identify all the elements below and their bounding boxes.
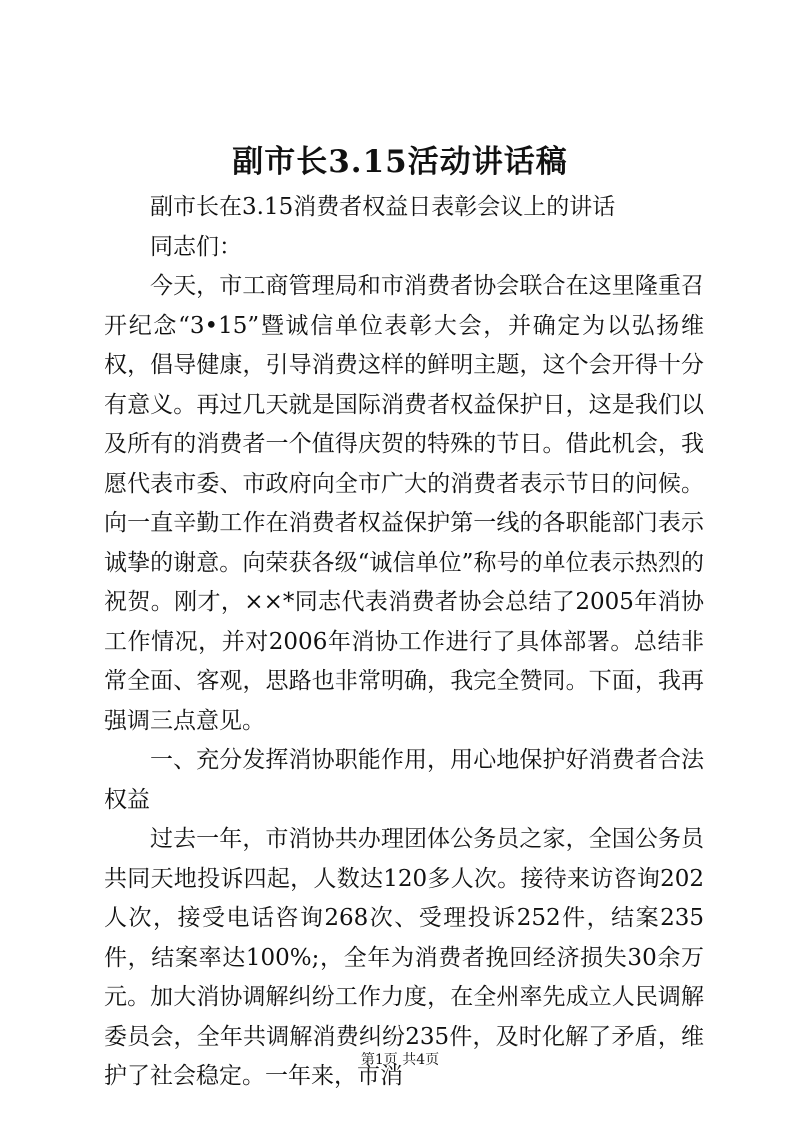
body-paragraph: 过去一年，市消协共办理团体公务员之家，全国公务员共同天地投诉四起，人数达120多人次。接待来访咨询202人次，接受电话咨询268次、受理投诉252件，结案235件，结案率达100%;，全年为消费者挽回经济损失30余万元。加大消协调解纠纷工作力度，在全州率先成立人民调解委员会，全年共调解消费纠纷235件，及时化解了矛盾，维护了社会稳定。一年来，市消 <box>104 826 704 1089</box>
body-paragraph: 今天，市工商管理局和市消费者协会联合在这里隆重召开纪念“3•15”暨诚信单位表彰大会，并确定为以弘扬维权，倡导健康，引导消费这样的鲜明主题，这个会开得十分有意义。再过几天就是国际消费者权益保护日，这是我们以及所有的消费者一个值得庆贺的特殊的节日。借此机会，我愿代表市委、市政府向全市广大的消费者表示节日的问候。向一直辛勤工作在消费者权益保护第一线的各职能部门表示诚挚的谢意。向荣获各级“诚信单位”称号的单位表示热烈的祝贺。刚才，××*同志代表消费者协会总结了2005年消协工作情况，并对2006年消协工作进行了具体部署。总结非常全面、客观，思路也非常明确，我完全赞同。下面，我再强调三点意见。 <box>104 273 704 734</box>
subtitle-paragraph: 副市长在3.15消费者权益日表彰会议上的讲话 <box>150 194 616 220</box>
salutation-paragraph: 同志们： <box>150 233 242 260</box>
document-title: 副市长3.15活动讲话稿 <box>232 144 568 180</box>
document-body <box>104 188 704 1097</box>
page-number-footer: 第1页 共4页 <box>360 1052 440 1068</box>
section-heading: 一、充分发挥消协职能作用，用心地保护好消费者合法权益 <box>104 747 704 813</box>
